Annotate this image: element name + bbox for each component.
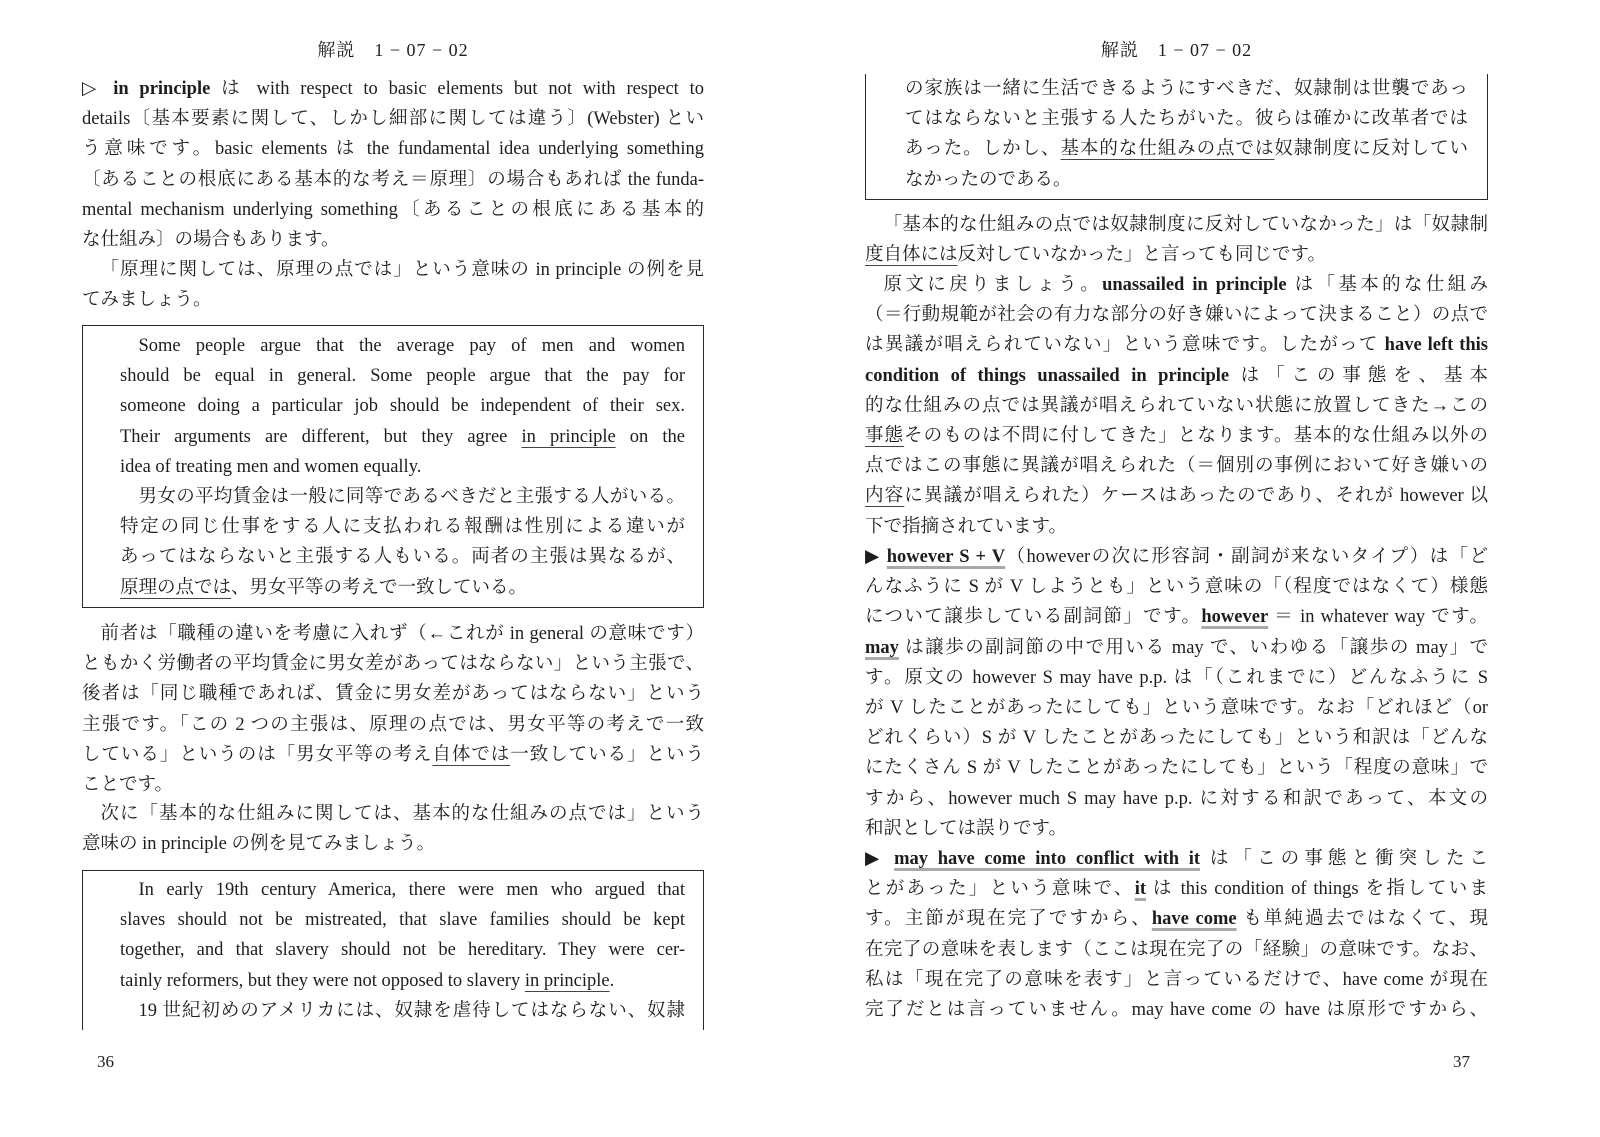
text-line	[865, 753, 1488, 783]
text-run: （＝行動規範が社会の有力な部分の好き嫌いによって決まること）の点で	[865, 305, 1488, 326]
example-box	[82, 870, 704, 1030]
text-run: ともかく労働者の平均賃金に男女差があってはならない」という主張で、	[82, 654, 704, 675]
text-line	[865, 481, 1488, 511]
text-run: あってはならないと主張する人もいる。両者の主張は異なるが、	[120, 547, 685, 568]
text-run: あった。しかし、	[905, 139, 1061, 160]
text-run: 前者は「職種の違いを考慮に入れず（←これが in general の意味です）	[100, 624, 704, 644]
text-line	[82, 649, 704, 679]
text-run: は異議が唱えられていない」という意味です。したがって	[865, 335, 1385, 356]
example-lead-paragraph	[82, 799, 704, 859]
text-line	[82, 134, 704, 164]
text-run: 19 世紀初めのアメリカには、奴隷を虐待してはならない、奴隷	[138, 1000, 685, 1021]
text-line	[865, 572, 1488, 602]
underlined-phrase: 原理の点では	[120, 577, 232, 598]
underlined-phrase: 基本的な仕組みの点では	[1060, 139, 1275, 160]
text-run: 私は「現在完了の意味を表す」と言っているだけで、have come が現在	[865, 969, 1488, 990]
text-run: 原文に戻りましょう。	[883, 275, 1103, 295]
text-line	[865, 270, 1488, 300]
text-line	[82, 710, 704, 740]
page-number: 36	[97, 1052, 114, 1071]
text-line	[82, 679, 704, 709]
text-run: In early 19th century America, there were men who argued that	[138, 880, 685, 900]
text-line	[865, 723, 1488, 753]
text-line	[865, 663, 1488, 693]
text-line	[120, 452, 685, 482]
text-run: 完了だとは言っていません。may have come の have は原形ですから、	[865, 999, 1488, 1020]
highlighted-term: it	[1134, 879, 1147, 900]
running-head: 解説 1 − 07 − 02	[317, 40, 469, 60]
text-run: は「この事態を、基本	[1229, 365, 1488, 386]
intro-paragraph	[82, 74, 704, 255]
text-line	[82, 195, 704, 225]
text-line	[82, 770, 704, 800]
underlined-phrase: in principle	[524, 970, 610, 991]
text-run: 、男女平等の考えで一致している。	[231, 577, 528, 598]
highlighted-term: however S + V	[886, 547, 1006, 567]
text-run: 奴隷制度に反対してい	[1274, 139, 1468, 160]
text-run: tainly reformers, but they were not opposed to slavery	[120, 970, 525, 991]
text-run: んなふうに S が V しようとも」という意味の「（程度ではなくて）様態	[865, 577, 1488, 598]
text-line	[120, 482, 685, 512]
text-run: Their arguments are different, but they agree	[120, 426, 522, 447]
highlighted-term: may have come into conflict with it	[894, 849, 1201, 869]
text-line	[120, 422, 685, 452]
text-run: 後者は「同じ職種であれば、賃金に男女差があってはならない」という	[82, 684, 704, 705]
text-line	[865, 784, 1488, 814]
text-line	[865, 361, 1488, 391]
text-line	[120, 875, 685, 905]
text-run: は「基本的な仕組み	[1286, 275, 1488, 295]
text-line	[905, 134, 1468, 164]
text-line	[120, 391, 685, 421]
text-line	[82, 74, 704, 104]
page-number: 37	[1453, 1052, 1470, 1071]
text-run: 的な仕組みの点では異議が唱えられていない状態に放置してきた→この	[865, 395, 1488, 416]
text-run: ▶	[865, 849, 895, 869]
explanation-paragraph	[865, 210, 1488, 270]
text-line	[905, 104, 1468, 134]
text-run: について譲歩している副詞節」です。	[865, 607, 1202, 628]
text-run: にたくさん S が V したことがあったにしても」という「程度の意味」で	[865, 758, 1488, 779]
text-run: は譲歩の副詞節の中で用いる may で、いわゆる「譲歩の may」で	[898, 637, 1488, 658]
example-japanese-translation	[120, 996, 685, 1026]
text-run: slaves should not be mistreated, that slave families should be kept	[120, 910, 685, 931]
text-run: とがあった」という意味で、	[865, 879, 1135, 900]
text-line	[865, 210, 1488, 240]
text-run: に異議が唱えられた）ケースはあったのであり、それが however 以	[904, 486, 1488, 507]
text-line	[865, 965, 1488, 995]
text-run: ことです。	[82, 774, 174, 795]
text-run: 意味の in principle の例を見てみましょう。	[82, 834, 436, 855]
text-line	[865, 512, 1488, 542]
text-run: 「基本的な仕組みの点では奴隷制度に反対していなかった」は「奴隷制	[883, 215, 1488, 235]
text-run: は with respect to basic elements but not with respect to	[210, 79, 704, 99]
text-line	[865, 814, 1488, 844]
explanation-paragraph	[865, 844, 1488, 1025]
text-run: 一致している」という	[510, 744, 704, 765]
highlighted-term: have come	[1151, 909, 1237, 930]
text-line	[120, 361, 685, 391]
text-run: う意味です。basic elements は the fundamental idea underlying something	[82, 139, 704, 160]
highlighted-term: however	[1201, 607, 1269, 628]
text-line	[865, 451, 1488, 481]
explanation-paragraph	[865, 542, 1488, 844]
text-run: 〔あることの根底にある基本的な考え＝原理〕の場合もあれば the funda-	[82, 169, 704, 190]
example-english-text	[120, 331, 685, 482]
example-lead-paragraph	[82, 255, 704, 315]
example-box	[82, 325, 704, 608]
text-line	[865, 633, 1488, 663]
text-line	[865, 300, 1488, 330]
text-run: 「原理に関しては、原理の点では」という意味の in principle の例を見	[100, 260, 704, 280]
text-run: 点ではこの事態に異議が唱えられた（＝個別の事例において好き嫌いの	[865, 456, 1488, 477]
text-line	[865, 330, 1488, 360]
text-run: すから、however much S may have p.p. に対する和訳であって、本文の	[865, 788, 1488, 809]
text-line	[120, 542, 685, 572]
text-run: す。原文の however S may have p.p. は「（これまでに）どんなふうに S	[865, 667, 1488, 688]
example-box-continued	[865, 74, 1488, 200]
text-run: 下で指摘されています。	[865, 516, 1068, 537]
text-run: 主張です。「この 2 つの主張は、原理の点では、男女平等の考えで一致	[82, 714, 704, 735]
text-run: on the	[615, 426, 685, 447]
text-line	[120, 966, 685, 996]
text-run: together, and that slavery should not be hereditary. They were cer-	[120, 940, 685, 961]
text-run: が V したことがあったにしても」という意味です。なお「どれほど（or	[865, 697, 1488, 718]
text-line	[120, 905, 685, 935]
bold-term: in principle	[113, 79, 211, 99]
text-run: そのものは不問に付してきた」となります。基本的な仕組み以外の	[904, 425, 1488, 446]
text-run: should be equal in general. Some people argue that the pay for	[120, 366, 685, 387]
underlined-phrase: 自体では	[432, 744, 511, 765]
text-line	[82, 285, 704, 315]
text-line	[905, 165, 1468, 195]
text-line	[82, 799, 704, 829]
text-run: 反対していなかった」と言っても同じです。	[957, 245, 1327, 266]
text-run: の家族は一緒に生活できるようにすべきだ、奴隷制は世襲であっ	[905, 79, 1468, 99]
text-line	[82, 225, 704, 255]
text-run: なかったのである。	[905, 169, 1072, 190]
text-line	[865, 421, 1488, 451]
text-line	[82, 255, 704, 285]
explanation-paragraph	[865, 270, 1488, 542]
running-head: 解説 1 − 07 − 02	[1100, 40, 1253, 60]
left-page	[82, 0, 704, 1137]
text-run: mental mechanism underlying something〔あることの根底にある基本的	[82, 199, 704, 220]
text-line	[905, 74, 1468, 104]
text-run: 男女の平均賃金は一般に同等であるべきだと主張する人がいる。	[138, 486, 685, 507]
text-line	[120, 996, 685, 1026]
text-run: ▷	[82, 79, 114, 99]
text-line	[120, 935, 685, 965]
text-run: details〔基本要素に関して、しかし細部に関しては違う〕(Webster) とい	[82, 109, 704, 130]
text-line	[865, 995, 1488, 1025]
text-run: .	[609, 970, 615, 991]
text-run: な仕組み〕の場合もあります。	[82, 229, 340, 250]
text-line	[865, 935, 1488, 965]
text-line	[865, 874, 1488, 904]
text-run: 和訳としては誤りです。	[865, 818, 1068, 839]
highlighted-term: may	[865, 637, 899, 658]
example-japanese-translation	[120, 482, 685, 603]
underlined-phrase: 事態	[865, 425, 905, 446]
bold-term: unassailed in principle	[1102, 275, 1287, 295]
text-run: 在完了の意味を表します（ここは現在完了の「経験」の意味です。なお、	[865, 939, 1488, 960]
text-run: （howeverの次に形容詞・副詞が来ないタイプ）は「ど	[1005, 547, 1488, 567]
text-line	[82, 104, 704, 134]
commentary-paragraph	[82, 619, 704, 800]
text-run: は「この事態と衝突したこ	[1200, 849, 1488, 869]
text-run: ＝ in whatever way です。	[1268, 607, 1488, 628]
text-run: す。主節が現在完了ですから、	[865, 909, 1152, 930]
right-page	[865, 0, 1488, 1137]
text-line	[865, 844, 1488, 874]
text-run: someone doing a particular job should be independent of their sex.	[120, 396, 685, 417]
example-japanese-translation	[905, 74, 1468, 195]
text-run: は this condition of things を指していま	[1146, 879, 1488, 900]
text-line	[82, 740, 704, 770]
underlined-phrase: 度自体には	[865, 245, 958, 266]
text-line	[865, 240, 1488, 270]
text-line	[82, 619, 704, 649]
text-line	[82, 829, 704, 859]
example-english-text	[120, 875, 685, 996]
text-run: てみましょう。	[82, 290, 212, 311]
underlined-phrase: 内容	[865, 486, 905, 507]
text-run: Some people argue that the average pay of men and women	[138, 336, 685, 356]
text-run: 次に「基本的な仕組みに関しては、基本的な仕組みの点では」という	[100, 804, 704, 824]
text-line	[865, 542, 1488, 572]
text-line	[120, 512, 685, 542]
text-run: も単純過去ではなくて、現	[1236, 909, 1488, 930]
text-line	[120, 331, 685, 361]
text-run: ▶	[865, 547, 887, 567]
text-run: している」というのは「男女平等の考え	[82, 744, 433, 765]
text-line	[865, 904, 1488, 934]
bold-term: condition of things unassailed in principle	[865, 365, 1230, 386]
text-line	[865, 391, 1488, 421]
text-run: てはならないと主張する人たちがいた。彼らは確かに改革者では	[905, 109, 1468, 130]
underlined-phrase: in principle	[521, 426, 616, 447]
text-line	[865, 693, 1488, 723]
text-line	[120, 573, 685, 603]
text-run: どれくらい）S が V したことがあったにしても」という和訳は「どんな	[865, 728, 1488, 749]
text-run: 特定の同じ仕事をする人に支払われる報酬は性別による違いが	[120, 517, 685, 538]
text-run: idea of treating men and women equally.	[120, 456, 422, 477]
text-line	[865, 602, 1488, 632]
text-line	[82, 165, 704, 195]
bold-term: have left this	[1384, 335, 1488, 356]
